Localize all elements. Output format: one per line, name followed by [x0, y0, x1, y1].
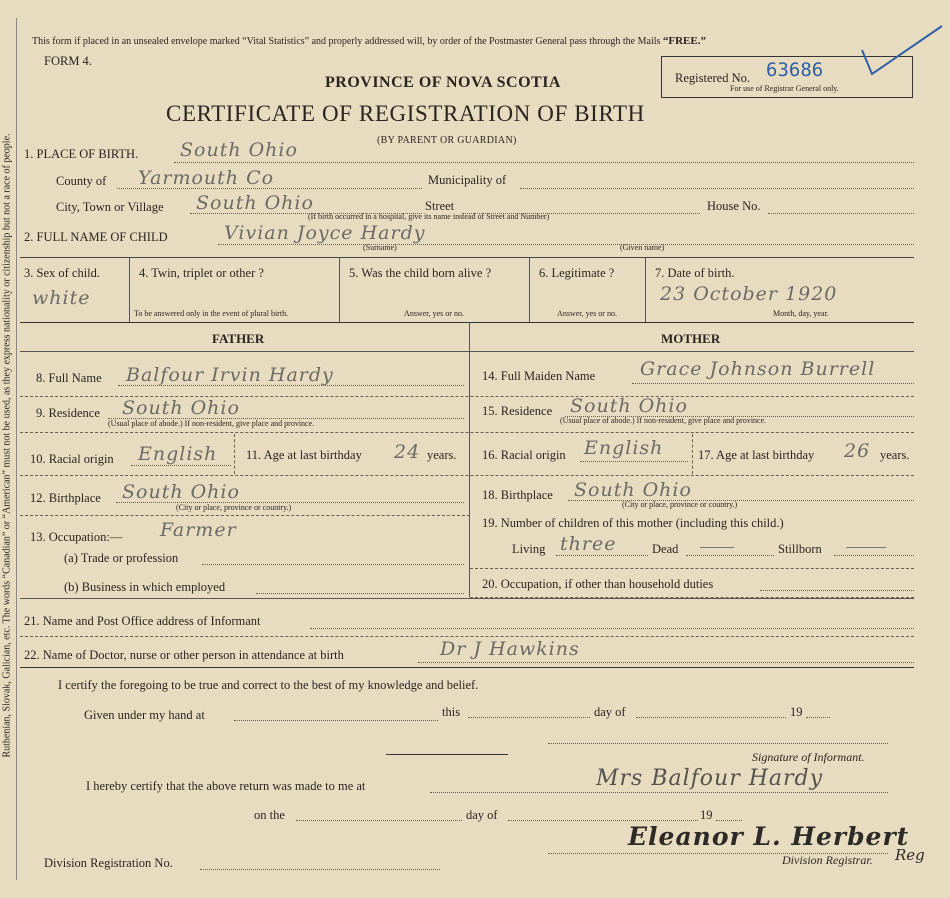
- father-age-label: 11. Age at last birthday: [246, 448, 362, 462]
- signature-informant-label: Signature of Informant.: [752, 750, 865, 764]
- mother-name-label: 14. Full Maiden Name: [482, 369, 596, 383]
- father-racial-value: English: [138, 443, 218, 465]
- registered-note: For use of Registrar General only.: [730, 84, 839, 93]
- day-of-label: day of: [594, 705, 626, 719]
- legitimate-label: 6. Legitimate ?: [539, 266, 615, 280]
- division-registration-label: Division Registration No.: [44, 856, 173, 870]
- form-number: FORM 4.: [44, 54, 92, 68]
- postal-notice: This form if placed in an unsealed envelope marked “Vital Statistics” and properly addressed will, by order of the Postmaster General pass through the Mails “FREE.”: [32, 35, 706, 47]
- informant-label: 21. Name and Post Office address of Informant: [24, 614, 261, 628]
- doctor-value: Dr J Hawkins: [440, 638, 580, 660]
- mother-heading: MOTHER: [661, 331, 721, 346]
- mother-name-value: Grace Johnson Burrell: [640, 358, 876, 380]
- father-occupation-label: 13. Occupation:—: [30, 530, 123, 544]
- mother-children-label: 19. Number of children of this mother (including this child.): [482, 516, 784, 530]
- margin-note: Ruthenian, Slovak, Galician, etc. The words “Canadian” or “American” must not be used, as they express nationality or citizenship but not a race of people.: [1, 133, 13, 758]
- legitimate-note: Answer, yes or no.: [557, 309, 617, 318]
- mother-stillborn-label: Stillborn: [778, 542, 822, 556]
- day-of-label-2: day of: [466, 808, 498, 822]
- place-of-birth-label: 1. PLACE OF BIRTH.: [24, 147, 139, 161]
- father-residence-value: South Ohio: [122, 397, 240, 419]
- mother-living-value: three: [560, 533, 617, 555]
- municipality-label: Municipality of: [428, 173, 507, 187]
- father-heading: FATHER: [212, 331, 265, 346]
- mother-birthplace-note: (City or place, province or country.): [622, 500, 738, 509]
- mother-birthplace-value: South Ohio: [574, 479, 692, 501]
- father-occupation-value: Farmer: [160, 519, 237, 541]
- dob-label: 7. Date of birth.: [655, 266, 735, 280]
- surname-note: (Surname): [363, 243, 397, 252]
- sex-label: 3. Sex of child.: [24, 266, 101, 280]
- mother-years-label: years.: [880, 448, 910, 462]
- child-name-value: Vivian Joyce Hardy: [224, 222, 426, 244]
- mother-residence-note: (Usual place of abode.) If non-resident, give place and province.: [560, 416, 767, 425]
- place-of-birth-value: South Ohio: [180, 139, 298, 161]
- certify-statement: I certify the foregoing to be true and correct to the best of my knowledge and belief.: [58, 678, 479, 692]
- province-heading: PROVINCE OF NOVA SCOTIA: [325, 74, 561, 91]
- this-label: this: [442, 705, 461, 719]
- mother-residence-label: 15. Residence: [482, 404, 553, 418]
- doctor-label: 22. Name of Doctor, nurse or other person in attendance at birth: [24, 648, 344, 662]
- free-label: “FREE.”: [662, 35, 706, 47]
- street-label: Street: [425, 199, 455, 213]
- alive-note: Answer, yes or no.: [404, 309, 464, 318]
- father-birthplace-note: (City or place, province or country.): [176, 503, 292, 512]
- father-name-value: Balfour Irvin Hardy: [126, 364, 334, 386]
- registrar-signature: Eleanor L. Herbert: [628, 822, 910, 851]
- sex-value: white: [32, 287, 91, 309]
- informant-signature: Mrs Balfour Hardy: [596, 766, 824, 791]
- hospital-note: (If birth occurred in a hospital, give its name instead of Street and Number): [308, 212, 550, 221]
- check-mark-icon: [858, 22, 948, 82]
- father-residence-label: 9. Residence: [36, 406, 100, 420]
- city-label: City, Town or Village: [56, 200, 164, 214]
- father-trade-label: (a) Trade or profession: [64, 551, 179, 565]
- mother-living-label: Living: [512, 542, 546, 556]
- hereby-certify-label: I hereby certify that the above return was made to me at: [86, 779, 366, 793]
- mother-residence-value: South Ohio: [570, 395, 688, 417]
- year-prefix-2: 19: [700, 808, 713, 822]
- father-birthplace-value: South Ohio: [122, 481, 240, 503]
- mother-dead-label: Dead: [652, 542, 679, 556]
- city-value: South Ohio: [196, 192, 314, 214]
- page-title: CERTIFICATE OF REGISTRATION OF BIRTH: [166, 101, 645, 126]
- registered-number: 63686: [766, 59, 824, 81]
- house-label: House No.: [707, 199, 761, 213]
- twin-label: 4. Twin, triplet or other ?: [139, 266, 264, 280]
- division-registrar-label: Division Registrar.: [782, 853, 873, 867]
- mother-age-label: 17. Age at last birthday: [698, 448, 815, 462]
- on-the-label: on the: [254, 808, 285, 822]
- father-age-value: 24: [394, 441, 421, 463]
- mother-age-value: 26: [844, 440, 871, 462]
- given-under-label: Given under my hand at: [84, 708, 205, 722]
- year-prefix: 19: [790, 705, 803, 719]
- alive-label: 5. Was the child born alive ?: [349, 266, 492, 280]
- given-name-note: (Given name): [620, 243, 665, 252]
- county-value: Yarmouth Co: [138, 167, 275, 189]
- registrar-suffix: Reg: [895, 846, 925, 864]
- twin-note: To be answered only in the event of plural birth.: [134, 309, 289, 318]
- father-business-label: (b) Business in which employed: [64, 580, 226, 594]
- father-years-label: years.: [427, 448, 457, 462]
- dob-value: 23 October 1920: [660, 283, 838, 305]
- dob-note: Month, day, year.: [773, 309, 829, 318]
- county-label: County of: [56, 174, 107, 188]
- margin-rule: [16, 18, 17, 880]
- child-name-label: 2. FULL NAME OF CHILD: [24, 230, 168, 244]
- mother-occupation-label: 20. Occupation, if other than household duties: [482, 577, 714, 591]
- mother-racial-label: 16. Racial origin: [482, 448, 566, 462]
- mother-racial-value: English: [584, 437, 664, 459]
- page-subtitle: (BY PARENT OR GUARDIAN): [377, 135, 517, 146]
- father-racial-label: 10. Racial origin: [30, 452, 114, 466]
- father-residence-note: (Usual place of abode.) If non-resident, give place and province.: [108, 419, 315, 428]
- father-name-label: 8. Full Name: [36, 371, 102, 385]
- mother-birthplace-label: 18. Birthplace: [482, 488, 553, 502]
- father-birthplace-label: 12. Birthplace: [30, 491, 101, 505]
- registered-label: Registered No.: [675, 71, 750, 85]
